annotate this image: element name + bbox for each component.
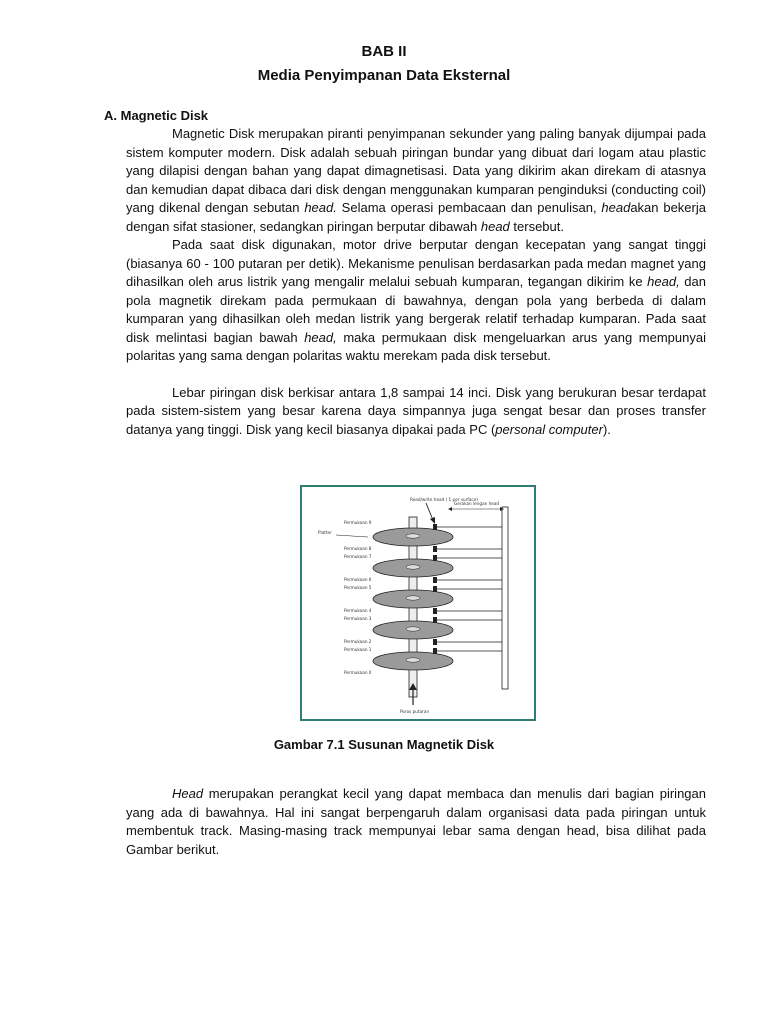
label-surface-8: Permukaan 8 xyxy=(344,546,372,551)
label-surface-4: Permukaan 4 xyxy=(344,608,372,613)
label-surface-3: Permukaan 3 xyxy=(344,616,372,621)
label-surface-0: Permukaan 0 xyxy=(344,670,372,675)
section-body xyxy=(126,125,706,439)
chapter-title: BAB II xyxy=(361,43,407,60)
label-read-write-head: Read/write head ( 1 per surface) xyxy=(410,497,478,502)
section-heading: A. Magnetic Disk xyxy=(104,108,209,123)
label-surface-6: Permukaan 6 xyxy=(344,577,372,582)
label-platter: Platter xyxy=(318,530,332,535)
label-surface-5: Permukaan 5 xyxy=(344,585,372,590)
label-surface-9: Permukaan 9 xyxy=(344,520,372,525)
paragraph-1: Magnetic Disk merupakan piranti penyimpanan sekunder yang paling banyak dijumpai pada sistem komputer modern. Disk adalah sebuah piringan bundar yang dibuat dari logam atau plastic yang dilapisi dengan bahan yang dapat dimagnetisasi. Data yang dikirim akan direkam di atasnya dan kemudian dapat dibaca dari disk dengan menggunakan kumparan penginduksi (conducting coil) yang dikenal dengan sebutan head. Selama operasi pembacaan dan penulisan, headakan bekerja dengan sifat stasioner, sedangkan piringan berputar dibawah head tersebut. xyxy=(126,126,706,234)
label-surface-2: Permukaan 2 xyxy=(344,639,372,644)
label-surface-7: Permukaan 7 xyxy=(344,554,372,559)
figure-caption: Gambar 7.1 Susunan Magnetik Disk xyxy=(273,737,495,752)
disk-stack-diagram xyxy=(302,487,534,719)
paragraph-3: Lebar piringan disk berkisar antara 1,8 sampai 14 inci. Disk yang berukuran besar terdapat pada sistem-sistem yang besar karena daya simpannya juga sengat besar dan proses transfer datanya yang tinggi. Disk yang kecil biasanya dipakai pada PC (personal computer). xyxy=(126,384,706,437)
disk-stack-figure xyxy=(300,485,536,721)
paragraph-4: Head merupakan perangkat kecil yang dapat membaca dan menulis dari bagian piringan yang ada di bawahnya. Hal ini sangat berpengaruh dalam organisasi data pada piringan untuk membentuk track. Masing-masing track mempunyai lebar sama dengan head, bisa dilihat pada Gambar berikut. xyxy=(126,786,706,857)
closing-body xyxy=(126,785,706,859)
label-spindle: Poros putaran xyxy=(400,709,430,714)
paragraph-2: Pada saat disk digunakan, motor drive berputar dengan kecepatan yang sangat tinggi (biasanya 60 - 100 putaran per detik). Mekanisme penulisan berdasarkan pada medan magnet yang dihasilkan oleh arus listrik yang mengalir melalui sebuah kumparan, tegangan dikirim ke head, dan pola magnetik direkam pada permukaan di bawahnya, dengan pola yang berbeda di dalam kumparan yang dihasilkan oleh medan listrik yang bergerak relatif terhadap kumparan. Pada saat disk melintasi bagian bawah head, maka permukaan disk mengeluarkan arus yang mempunyai polaritas yang sama dengan polaritas waktu merekam pada disk tersebut. xyxy=(126,237,706,363)
label-surface-1: Permukaan 1 xyxy=(344,647,372,652)
chapter-subtitle: Media Penyimpanan Data Eksternal xyxy=(257,67,511,84)
label-arm-movement: Gerakan lengan head xyxy=(454,501,500,506)
